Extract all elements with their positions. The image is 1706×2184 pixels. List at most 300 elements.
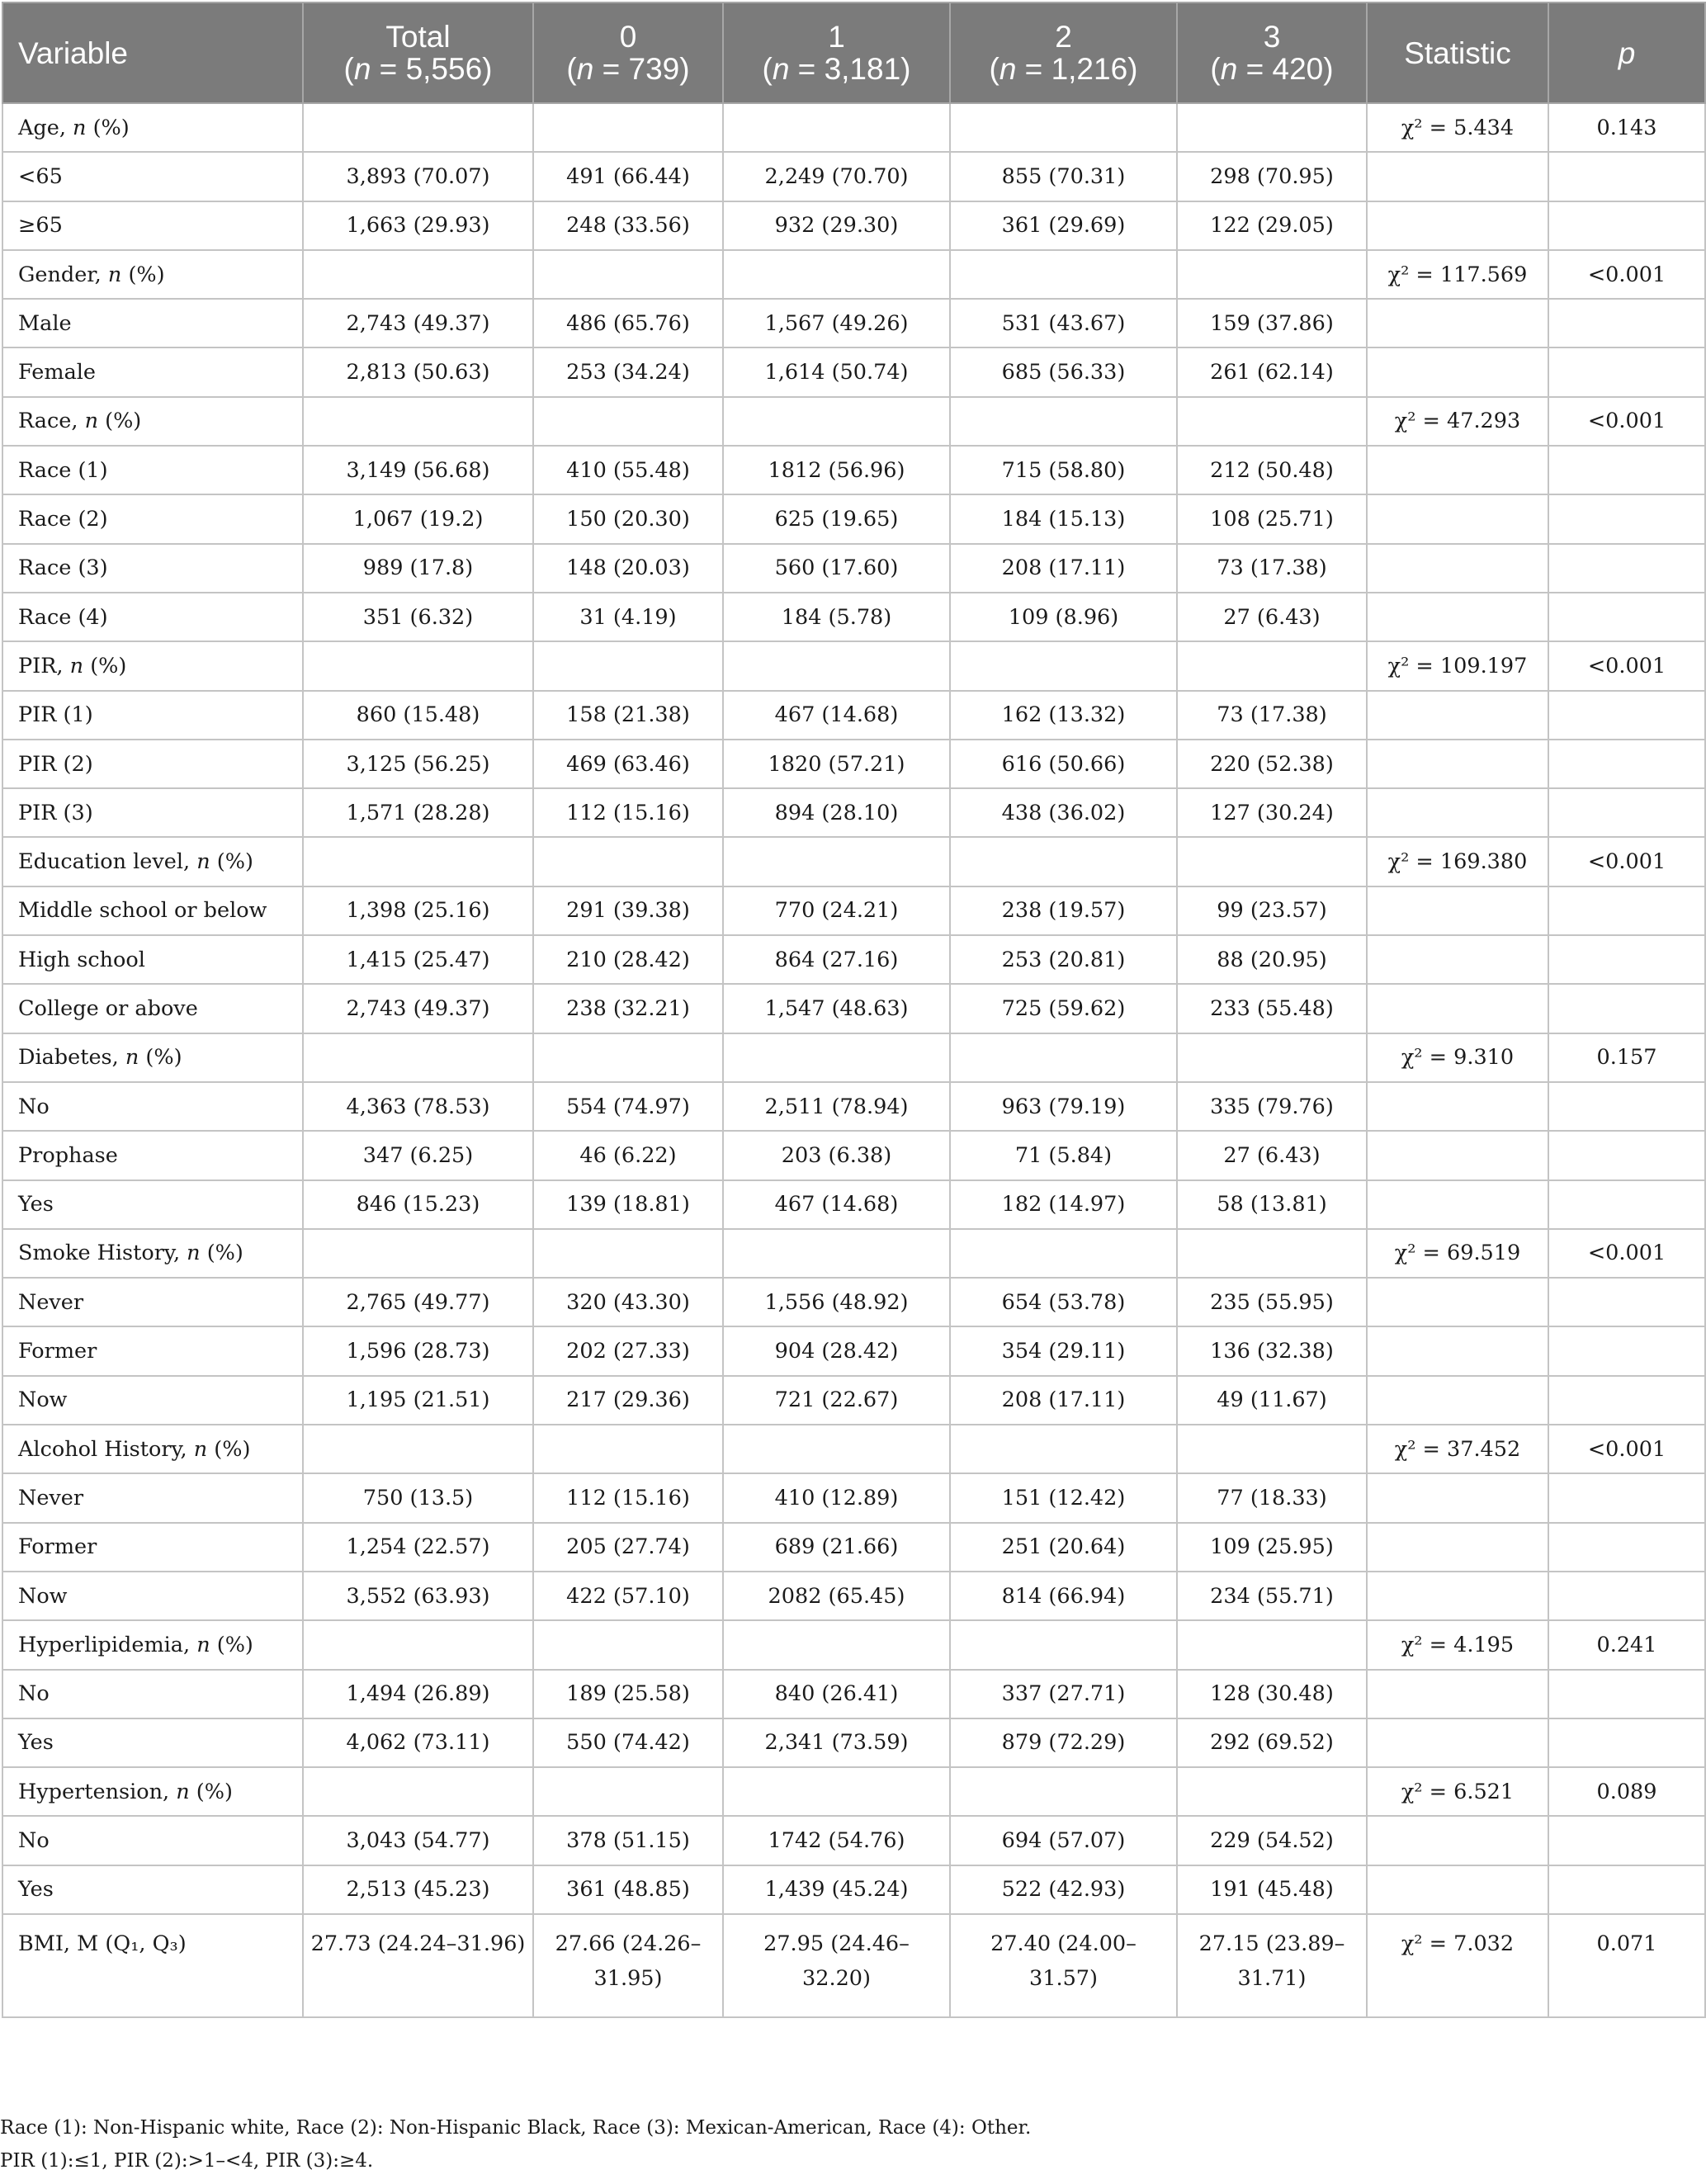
table-row [2,1131,1705,1179]
variable-cell: Gender, n (%) [2,250,303,299]
group-2-cell [950,103,1177,152]
italic-n: n [176,1779,190,1804]
header-group-2-label: 2 [1055,20,1072,54]
group-1-cell: 2,249 (70.70) [723,152,950,201]
variable-cell: Now [2,1572,303,1620]
group-2-cell: 963 (79.19) [950,1082,1177,1131]
table-row [2,1326,1705,1375]
group-0-cell [533,641,723,690]
variable-cell: Race (4) [2,593,303,641]
group-0-cell: 238 (32.21) [533,984,723,1033]
statistic-cell [1367,593,1548,641]
group-3-cell: 234 (55.71) [1177,1572,1367,1620]
total-cell [303,103,533,152]
total-cell: 3,125 (56.25) [303,740,533,788]
total-cell: 351 (6.32) [303,593,533,641]
group-1-cell: 721 (22.67) [723,1376,950,1425]
group-2-cell [950,641,1177,690]
total-cell: 4,062 (73.11) [303,1718,533,1767]
group-1-cell [723,250,950,299]
group-3-cell [1177,103,1367,152]
italic-n: n [196,849,210,875]
group-0-cell: 205 (27.74) [533,1523,723,1572]
total-cell: 989 (17.8) [303,544,533,593]
statistic-cell: χ² = 37.452 [1367,1425,1548,1473]
italic-n: n [69,653,84,678]
total-cell [303,1767,533,1816]
statistic-cell [1367,984,1548,1033]
variable-cell: PIR (1) [2,691,303,740]
p-value-cell: 0.157 [1548,1033,1705,1082]
table-row [2,103,1705,152]
p-value-cell [1548,1473,1705,1522]
p-value-cell [1548,1865,1705,1914]
group-0-cell: 486 (65.76) [533,299,723,347]
total-cell [303,397,533,446]
variable-cell: Yes [2,1180,303,1229]
group-2-cell: 27.40 (24.00–31.57) [950,1914,1177,2017]
total-cell [303,1425,533,1473]
group-0-cell [533,397,723,446]
group-2-cell: 162 (13.32) [950,691,1177,740]
group-1-cell: 689 (21.66) [723,1523,950,1572]
total-cell [303,837,533,886]
statistic-cell [1367,1865,1548,1914]
p-value-cell [1548,740,1705,788]
p-value-cell [1548,593,1705,641]
group-1-cell: 1820 (57.21) [723,740,950,788]
total-cell: 2,743 (49.37) [303,984,533,1033]
table-row [2,1718,1705,1767]
variable-cell: Male [2,299,303,347]
group-1-cell [723,1425,950,1473]
group-3-cell: 122 (29.05) [1177,201,1367,250]
variable-cell: Never [2,1473,303,1522]
table-row [2,837,1705,886]
table-row [2,1376,1705,1425]
group-0-cell: 469 (63.46) [533,740,723,788]
group-1-cell: 904 (28.42) [723,1326,950,1375]
p-value-cell [1548,201,1705,250]
group-0-cell: 112 (15.16) [533,1473,723,1522]
table-row [2,250,1705,299]
table-row [2,152,1705,201]
characteristics-table [2,2,1706,2018]
p-value-cell: <0.001 [1548,837,1705,886]
statistic-cell [1367,1718,1548,1767]
group-3-cell: 128 (30.48) [1177,1670,1367,1718]
group-0-cell [533,1229,723,1278]
group-2-cell: 184 (15.13) [950,494,1177,543]
p-value-cell: 0.071 [1548,1914,1705,2017]
group-2-cell: 814 (66.94) [950,1572,1177,1620]
group-0-cell [533,1425,723,1473]
p-value-cell [1548,152,1705,201]
group-1-cell: 625 (19.65) [723,494,950,543]
group-1-cell [723,1033,950,1082]
p-value-cell [1548,1572,1705,1620]
group-0-cell [533,1767,723,1816]
table-row [2,1523,1705,1572]
group-3-cell: 235 (55.95) [1177,1278,1367,1326]
group-1-cell [723,837,950,886]
statistic-cell [1367,1082,1548,1131]
group-0-cell [533,837,723,886]
group-1-cell: 1,614 (50.74) [723,347,950,396]
italic-n: n [84,409,99,434]
variable-cell: Diabetes, n (%) [2,1033,303,1082]
p-value-cell [1548,446,1705,494]
p-value-cell [1548,544,1705,593]
p-value-cell: <0.001 [1548,397,1705,446]
group-0-cell: 320 (43.30) [533,1278,723,1326]
variable-cell: PIR (3) [2,788,303,837]
variable-cell: Hypertension, n (%) [2,1767,303,1816]
group-3-cell: 73 (17.38) [1177,544,1367,593]
group-3-cell [1177,250,1367,299]
p-value-cell [1548,347,1705,396]
variable-cell: Smoke History, n (%) [2,1229,303,1278]
group-1-cell: 840 (26.41) [723,1670,950,1718]
group-0-cell: 550 (74.42) [533,1718,723,1767]
group-2-cell [950,250,1177,299]
table-row [2,1082,1705,1131]
total-cell: 1,494 (26.89) [303,1670,533,1718]
total-cell: 1,596 (28.73) [303,1326,533,1375]
table-row [2,1670,1705,1718]
variable-cell: PIR (2) [2,740,303,788]
p-value-cell [1548,299,1705,347]
group-0-cell: 112 (15.16) [533,788,723,837]
group-1-cell: 2,511 (78.94) [723,1082,950,1131]
statistic-cell [1367,1131,1548,1179]
group-0-cell: 158 (21.38) [533,691,723,740]
group-0-cell: 554 (74.97) [533,1082,723,1131]
group-3-cell: 108 (25.71) [1177,494,1367,543]
statistic-cell: χ² = 169.380 [1367,837,1548,886]
header-group-0-n: (n = 739) [566,52,690,86]
variable-cell: BMI, M (Q₁, Q₃) [2,1914,303,2017]
variable-cell: Former [2,1326,303,1375]
italic-n: n [196,1632,210,1657]
footnote-race: Race (1): Non-Hispanic white, Race (2): Non-Hispanic Black, Race (3): Mexican-American, Race (4): Other. [0,2117,1032,2139]
group-1-cell: 184 (5.78) [723,593,950,641]
p-value-cell: <0.001 [1548,1229,1705,1278]
table-row [2,641,1705,690]
variable-cell: No [2,1816,303,1865]
group-0-cell: 253 (34.24) [533,347,723,396]
total-cell: 2,813 (50.63) [303,347,533,396]
statistic-cell [1367,544,1548,593]
group-0-cell: 217 (29.36) [533,1376,723,1425]
header-group-2-n: (n = 1,216) [989,52,1138,86]
variable-cell: No [2,1670,303,1718]
group-1-cell: 1,556 (48.92) [723,1278,950,1326]
group-3-cell: 49 (11.67) [1177,1376,1367,1425]
p-value-cell [1548,788,1705,837]
total-cell: 3,043 (54.77) [303,1816,533,1865]
group-1-cell: 1,547 (48.63) [723,984,950,1033]
group-1-cell: 467 (14.68) [723,1180,950,1229]
header-total-n: (n = 5,556) [343,52,493,86]
variable-cell: Prophase [2,1131,303,1179]
group-3-cell: 58 (13.81) [1177,1180,1367,1229]
table-row [2,935,1705,984]
table-row [2,1278,1705,1326]
group-3-cell: 229 (54.52) [1177,1816,1367,1865]
group-2-cell: 251 (20.64) [950,1523,1177,1572]
group-3-cell: 159 (37.86) [1177,299,1367,347]
group-3-cell: 136 (32.38) [1177,1326,1367,1375]
group-1-cell: 864 (27.16) [723,935,950,984]
statistic-cell: χ² = 109.197 [1367,641,1548,690]
group-1-cell [723,1620,950,1669]
group-1-cell [723,1767,950,1816]
group-1-cell: 2082 (65.45) [723,1572,950,1620]
header-group-1-label: 1 [828,20,845,54]
group-0-cell: 31 (4.19) [533,593,723,641]
group-0-cell: 189 (25.58) [533,1670,723,1718]
group-2-cell: 71 (5.84) [950,1131,1177,1179]
table-row [2,397,1705,446]
italic-n: n [576,52,594,86]
statistic-cell: χ² = 69.519 [1367,1229,1548,1278]
variable-cell: Middle school or below [2,886,303,935]
table-row [2,1572,1705,1620]
group-1-cell: 894 (28.10) [723,788,950,837]
italic-n: n [125,1045,139,1071]
group-0-cell: 27.66 (24.26–31.95) [533,1914,723,2017]
table-row [2,1620,1705,1669]
p-value-cell: <0.001 [1548,641,1705,690]
group-2-cell: 208 (17.11) [950,1376,1177,1425]
group-1-cell: 1,439 (45.24) [723,1865,950,1914]
group-1-cell: 467 (14.68) [723,691,950,740]
group-2-cell: 361 (29.69) [950,201,1177,250]
statistic-cell [1367,691,1548,740]
group-0-cell: 491 (66.44) [533,152,723,201]
statistic-cell [1367,1816,1548,1865]
variable-cell: Yes [2,1718,303,1767]
group-3-cell [1177,641,1367,690]
table-row [2,886,1705,935]
group-0-cell [533,1620,723,1669]
total-cell: 1,571 (28.28) [303,788,533,837]
total-cell: 3,552 (63.93) [303,1572,533,1620]
table-row [2,740,1705,788]
group-2-cell: 438 (36.02) [950,788,1177,837]
group-2-cell: 654 (53.78) [950,1278,1177,1326]
group-2-cell [950,1425,1177,1473]
group-0-cell: 202 (27.33) [533,1326,723,1375]
total-cell: 1,398 (25.16) [303,886,533,935]
statistic-cell [1367,935,1548,984]
statistic-cell [1367,152,1548,201]
p-value-cell [1548,1670,1705,1718]
group-2-cell: 337 (27.71) [950,1670,1177,1718]
header-total [303,2,533,103]
group-3-cell [1177,1767,1367,1816]
total-cell: 1,663 (29.93) [303,201,533,250]
header-statistic: Statistic [1367,2,1548,103]
group-3-cell: 88 (20.95) [1177,935,1367,984]
group-2-cell: 715 (58.80) [950,446,1177,494]
statistic-cell [1367,1326,1548,1375]
p-value-cell: 0.143 [1548,103,1705,152]
group-3-cell [1177,1620,1367,1669]
group-2-cell: 855 (70.31) [950,152,1177,201]
p-value-cell: <0.001 [1548,250,1705,299]
p-value-cell: 0.241 [1548,1620,1705,1669]
group-3-cell: 99 (23.57) [1177,886,1367,935]
group-0-cell: 150 (20.30) [533,494,723,543]
total-cell [303,1033,533,1082]
group-3-cell: 292 (69.52) [1177,1718,1367,1767]
group-1-cell [723,1229,950,1278]
table-row [2,544,1705,593]
statistic-cell: χ² = 6.521 [1367,1767,1548,1816]
variable-cell: ≥65 [2,201,303,250]
group-2-cell: 238 (19.57) [950,886,1177,935]
group-2-cell: 253 (20.81) [950,935,1177,984]
statistic-cell [1367,788,1548,837]
table-row [2,1473,1705,1522]
group-3-cell: 27 (6.43) [1177,1131,1367,1179]
table-row [2,201,1705,250]
header-group-0-label: 0 [619,20,637,54]
p-value-cell: 0.089 [1548,1767,1705,1816]
group-3-cell: 261 (62.14) [1177,347,1367,396]
group-2-cell [950,1229,1177,1278]
group-3-cell: 109 (25.95) [1177,1523,1367,1572]
p-value-cell [1548,935,1705,984]
variable-cell: High school [2,935,303,984]
group-2-cell: 354 (29.11) [950,1326,1177,1375]
group-0-cell: 422 (57.10) [533,1572,723,1620]
table-row [2,593,1705,641]
variable-cell: Alcohol History, n (%) [2,1425,303,1473]
table-row [2,1767,1705,1816]
header-group-1 [723,2,950,103]
header-group-0 [533,2,723,103]
total-cell: 27.73 (24.24–31.96) [303,1914,533,2017]
statistic-cell [1367,347,1548,396]
group-0-cell: 248 (33.56) [533,201,723,250]
table-body [2,103,1705,2017]
group-3-cell: 27.15 (23.89–31.71) [1177,1914,1367,2017]
p-value-cell [1548,1326,1705,1375]
group-2-cell: 182 (14.97) [950,1180,1177,1229]
variable-cell: Never [2,1278,303,1326]
total-cell: 1,195 (21.51) [303,1376,533,1425]
group-2-cell: 109 (8.96) [950,593,1177,641]
table-row [2,1865,1705,1914]
variable-cell: Race (2) [2,494,303,543]
statistic-cell [1367,1572,1548,1620]
group-1-cell [723,641,950,690]
group-2-cell: 531 (43.67) [950,299,1177,347]
statistic-cell [1367,446,1548,494]
group-0-cell: 139 (18.81) [533,1180,723,1229]
group-2-cell [950,1033,1177,1082]
table-row [2,299,1705,347]
total-cell: 860 (15.48) [303,691,533,740]
group-2-cell [950,837,1177,886]
total-cell [303,641,533,690]
variable-cell: Hyperlipidemia, n (%) [2,1620,303,1669]
p-value-cell [1548,494,1705,543]
italic-n: n [353,52,371,86]
group-3-cell: 212 (50.48) [1177,446,1367,494]
total-cell: 1,415 (25.47) [303,935,533,984]
variable-cell: Race (3) [2,544,303,593]
italic-n: n [73,115,87,140]
group-1-cell: 27.95 (24.46–32.20) [723,1914,950,2017]
header-p-value: p [1548,2,1705,103]
variable-cell: Age, n (%) [2,103,303,152]
group-3-cell: 233 (55.48) [1177,984,1367,1033]
group-2-cell: 694 (57.07) [950,1816,1177,1865]
statistic-cell [1367,1278,1548,1326]
group-2-cell: 725 (59.62) [950,984,1177,1033]
statistic-cell [1367,1670,1548,1718]
table-header-row [2,2,1705,103]
italic-n: n [193,1436,208,1462]
group-3-cell [1177,837,1367,886]
group-1-cell: 1742 (54.76) [723,1816,950,1865]
table-row [2,1229,1705,1278]
group-0-cell [533,1033,723,1082]
p-value-cell [1548,1082,1705,1131]
group-1-cell: 1812 (56.96) [723,446,950,494]
variable-cell: Education level, n (%) [2,837,303,886]
variable-cell: Race, n (%) [2,397,303,446]
total-cell: 2,765 (49.77) [303,1278,533,1326]
table-row [2,1180,1705,1229]
header-group-3-n: (n = 420) [1210,52,1334,86]
statistic-cell [1367,1180,1548,1229]
variable-cell: PIR, n (%) [2,641,303,690]
group-0-cell: 210 (28.42) [533,935,723,984]
header-group-2 [950,2,1177,103]
group-3-cell: 77 (18.33) [1177,1473,1367,1522]
total-cell [303,1620,533,1669]
group-1-cell: 560 (17.60) [723,544,950,593]
group-0-cell: 46 (6.22) [533,1131,723,1179]
group-2-cell: 208 (17.11) [950,544,1177,593]
p-value-cell [1548,984,1705,1033]
statistic-cell [1367,740,1548,788]
group-3-cell: 127 (30.24) [1177,788,1367,837]
group-3-cell: 298 (70.95) [1177,152,1367,201]
group-1-cell: 203 (6.38) [723,1131,950,1179]
p-value-cell [1548,1278,1705,1326]
group-0-cell: 148 (20.03) [533,544,723,593]
group-2-cell: 522 (42.93) [950,1865,1177,1914]
total-cell: 347 (6.25) [303,1131,533,1179]
header-group-3 [1177,2,1367,103]
variable-cell: Yes [2,1865,303,1914]
group-3-cell: 73 (17.38) [1177,691,1367,740]
group-2-cell: 685 (56.33) [950,347,1177,396]
statistic-cell: χ² = 4.195 [1367,1620,1548,1669]
table-row [2,691,1705,740]
group-1-cell: 1,567 (49.26) [723,299,950,347]
total-cell: 750 (13.5) [303,1473,533,1522]
italic-n: n [1220,52,1238,86]
group-0-cell: 291 (39.38) [533,886,723,935]
variable-cell: Former [2,1523,303,1572]
